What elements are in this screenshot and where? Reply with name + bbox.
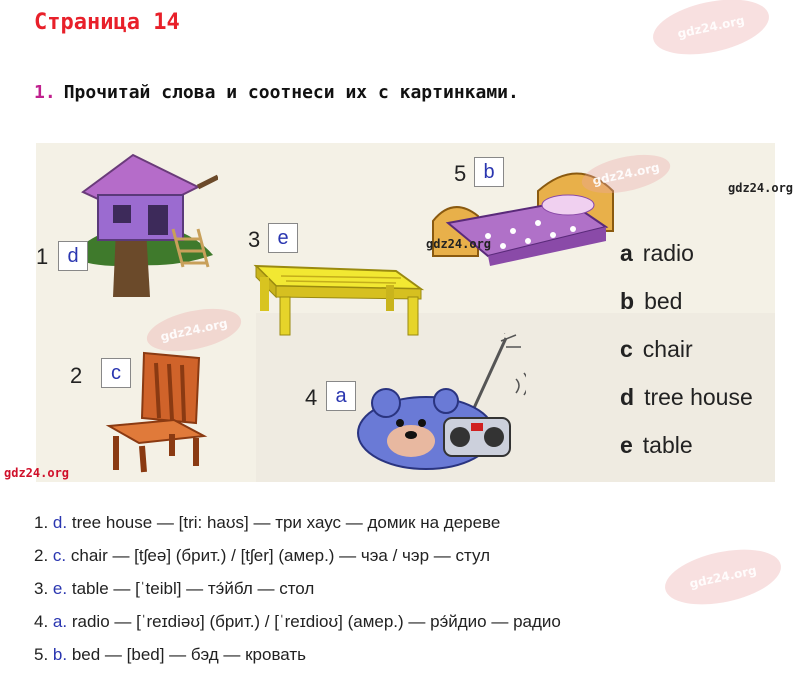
option-letter: d: [620, 384, 635, 410]
item-number-1: 1: [36, 244, 49, 269]
option-word: radio: [642, 240, 694, 266]
answer-text: radio — [ˈreɪdiəʊ] (брит.) / [ˈreɪdioʊ] (амер.) — рэ́йдио — радио: [71, 612, 561, 631]
option-word: bed: [644, 288, 683, 314]
answer-letter-1: d: [67, 244, 79, 267]
tree-house-image: [58, 147, 218, 297]
option-d: [620, 384, 753, 411]
item-number-5: 5: [454, 161, 467, 186]
option-e: [620, 432, 693, 459]
watermark-text: gdz24.org: [159, 316, 229, 344]
answer-letter-3: e: [277, 226, 289, 249]
answer-number: 4.: [34, 612, 49, 631]
answer-box-3: [268, 223, 298, 253]
option-letter: e: [620, 432, 633, 458]
radio-image: [356, 333, 526, 473]
answer-number: 3.: [34, 579, 49, 598]
option-letter: b: [620, 288, 635, 314]
option-word: tree house: [644, 384, 753, 410]
item-number-4: 4: [305, 385, 318, 410]
answer-number: 1.: [34, 513, 49, 532]
watermark-text: gdz24.org: [426, 237, 492, 251]
answer-letter-2: c: [111, 361, 121, 384]
answer-letter: e.: [52, 579, 68, 598]
task-number: 1.: [34, 82, 56, 103]
option-letter: a: [620, 240, 633, 266]
answer-letter: d.: [52, 513, 68, 532]
answer-text: chair — [tʃeə] (брит.) / [tʃer] (амер.) — чэа / чэр — стул: [70, 546, 491, 565]
answer-line: [34, 513, 561, 546]
answer-text: bed — [bed] — бэд — кровать: [71, 645, 307, 664]
answer-text: tree house — [tri: haʊs] — три хаус — домик на дереве: [71, 513, 501, 532]
answer-number: 5.: [34, 645, 49, 664]
answer-line: [34, 612, 561, 645]
answer-box-5: [474, 157, 504, 187]
watermark-text: gdz24.org: [688, 563, 758, 591]
matching-picture: [36, 143, 775, 482]
answer-line: [34, 579, 561, 612]
answer-line: [34, 546, 561, 579]
answer-box-1: [58, 241, 88, 271]
answer-letter: a.: [52, 612, 68, 631]
watermark-text: gdz24.org: [676, 13, 746, 41]
answer-box-4: [326, 381, 356, 411]
task-heading: [34, 82, 519, 103]
answer-text: table — [ˈteibl] — тэ́йбл — стол: [71, 579, 315, 598]
answers-list: [34, 513, 561, 678]
watermark-text: gdz24.org: [4, 466, 70, 480]
answer-letter-5: b: [483, 160, 495, 183]
watermark-text: gdz24.org: [591, 160, 661, 188]
page-title: Страница 14: [34, 10, 180, 35]
answer-box-2: [101, 358, 131, 388]
watermark-text: gdz24.org: [728, 181, 794, 195]
watermark-oval: [660, 540, 786, 613]
option-a: [620, 240, 694, 267]
answer-number: 2.: [34, 546, 49, 565]
option-word: table: [642, 432, 693, 458]
answer-letter: b.: [52, 645, 68, 664]
task-text: Прочитай слова и соотнеси их с картинками.: [63, 82, 519, 103]
option-letter: c: [620, 336, 633, 362]
answer-line: [34, 645, 561, 678]
option-word: chair: [642, 336, 693, 362]
answer-letter-4: a: [335, 384, 347, 407]
option-b: [620, 288, 682, 315]
table-image: [246, 261, 426, 341]
item-number-3: 3: [248, 227, 261, 252]
answer-letter: c.: [52, 546, 67, 565]
watermark-oval: [648, 0, 774, 64]
option-c: [620, 336, 693, 363]
item-number-2: 2: [70, 363, 83, 388]
